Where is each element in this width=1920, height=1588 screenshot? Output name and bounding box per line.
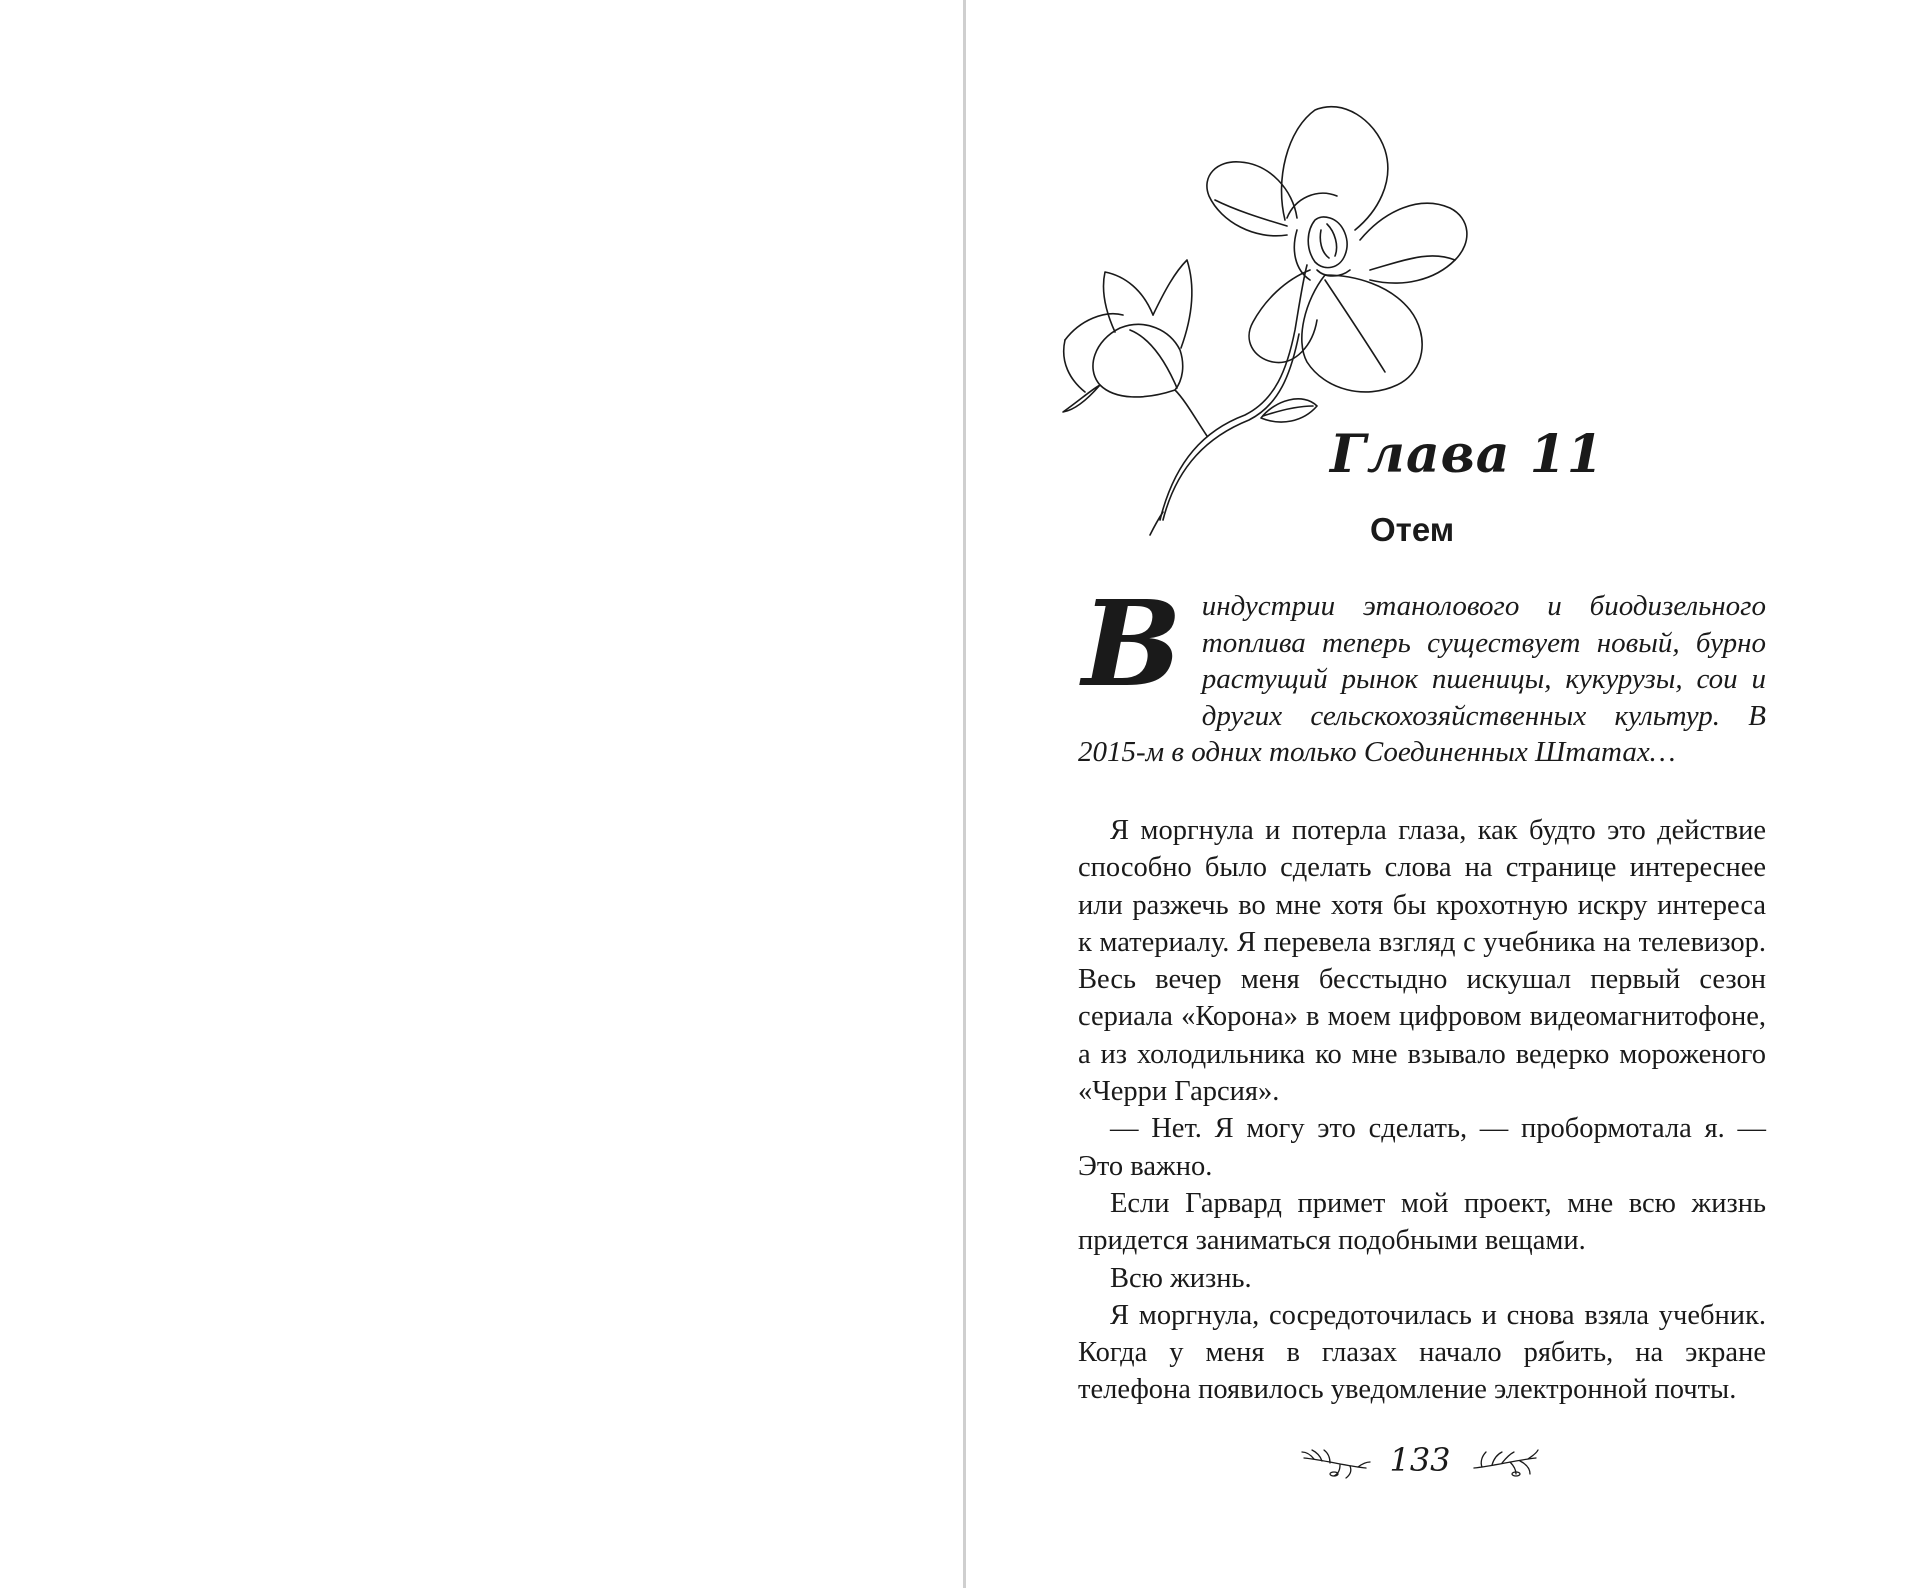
paragraph: Если Гарвард примет мой проект, мне всю жизнь придется заниматься подобными вещами. (1078, 1187, 1766, 1257)
epigraph (1078, 574, 1766, 771)
epigraph-text: индустрии этанолового и биодизельного топлива теперь существует новый, бурно растущий рынок пшеницы, кукурузы, сои и других сельскохозяйственных культур. В 2015-м в одних только Соединенных Штатах… (1078, 590, 1766, 768)
paragraph: Всю жизнь. (1110, 1262, 1252, 1294)
chapter-body (1078, 812, 1766, 1409)
paragraph: Я моргнула, сосредоточилась и снова взяла учебник. Когда у меня в глазах начало рябить, на экране телефона появилось уведомление электронной почты. (1078, 1299, 1766, 1406)
leaf-sprig-icon (1468, 1444, 1540, 1480)
chapter-narrator: Отем (1370, 511, 1455, 548)
page-folio (1300, 1438, 1540, 1488)
page-number: 133 (1389, 1441, 1451, 1479)
drop-cap: В (1082, 574, 1182, 713)
chapter-title: Глава 11 (1330, 424, 1604, 485)
paragraph: — Нет. Я могу это сделать, — пробормотала я. — Это важно. (1078, 1113, 1766, 1182)
paragraph: Я моргнула и потерла глаза, как будто это действие способно было сделать слова на странице интереснее или разжечь во мне хотя бы крохотную искру интереса к материалу. Я перевела взгляд с учебника на телевизор. Весь вечер меня бесстыдно искушал первый сезон сериала «Корона» в моем цифровом видеомагнитофоне, а из холодильника ко мне взывало ведерко мороженого «Черри Гарсия». (1078, 815, 1766, 1108)
